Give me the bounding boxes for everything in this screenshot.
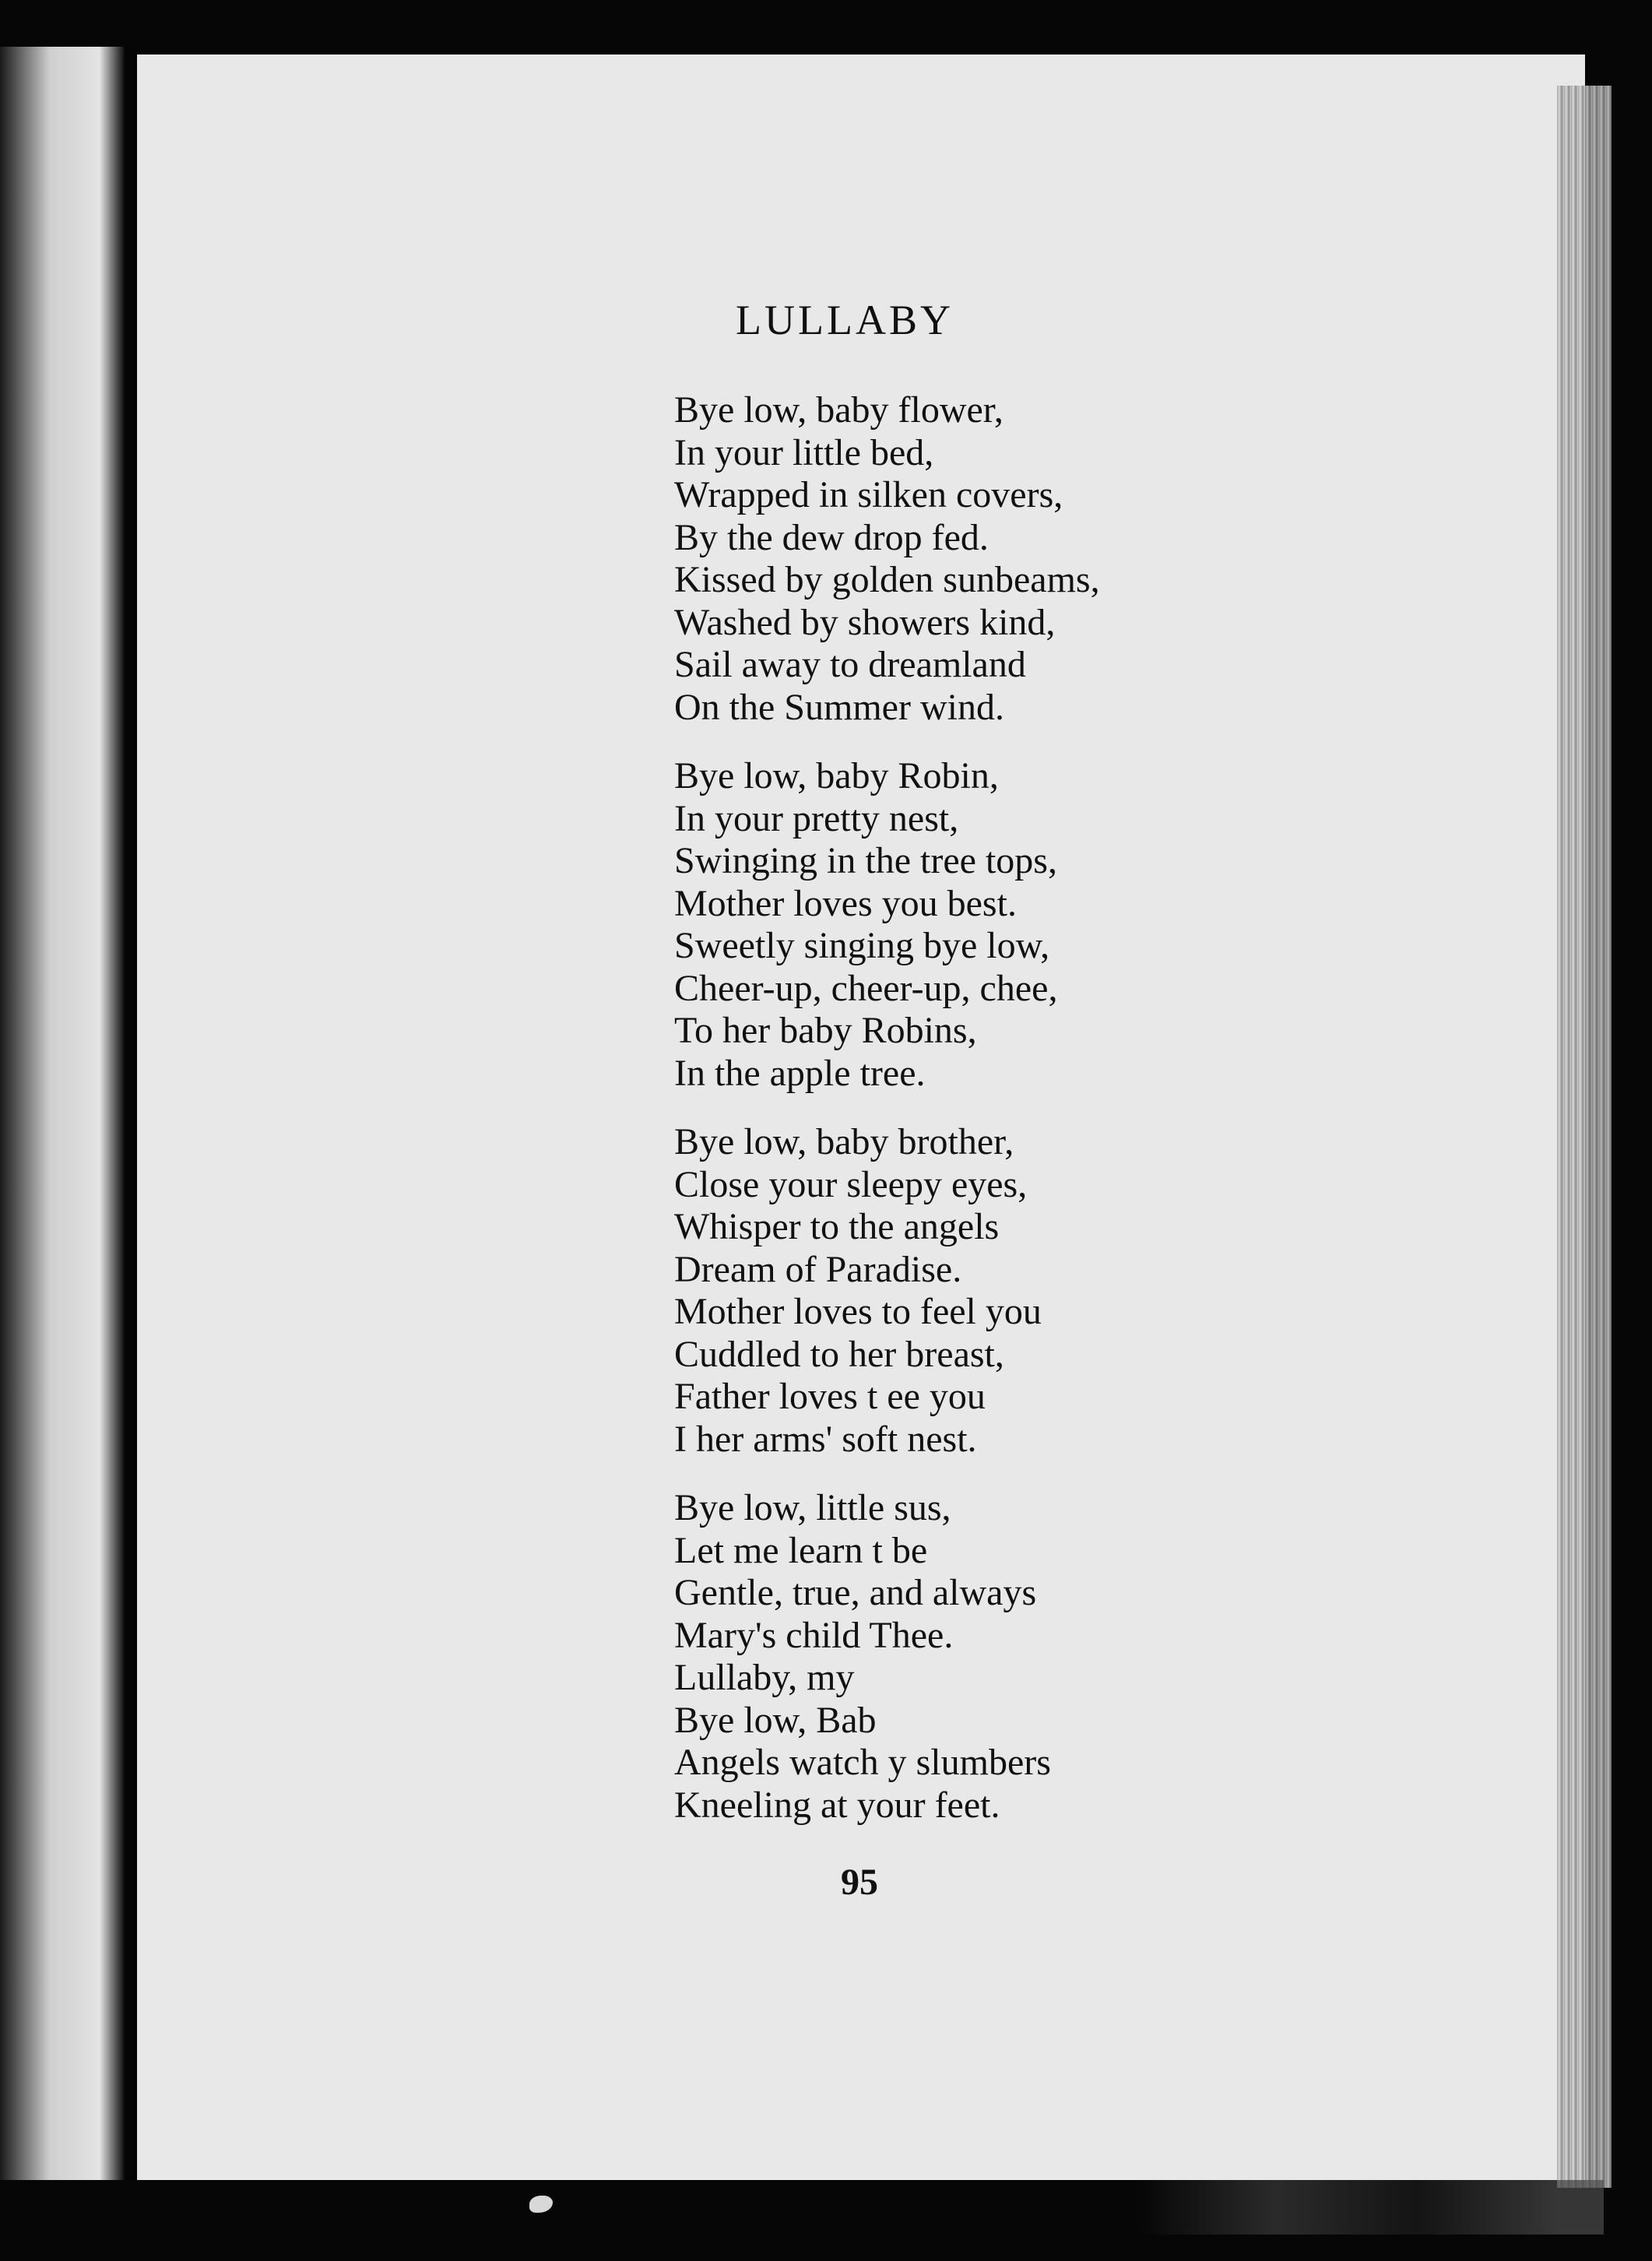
stanza-3	[674, 1121, 1266, 1461]
poem-line: Bye low, baby flower,	[674, 389, 1004, 431]
poem-line: Cheer-up, cheer-up, chee,	[674, 967, 1058, 1009]
poem-line: Close your sleepy eyes,	[674, 1163, 1028, 1205]
poem-line: Bye low, baby Robin,	[674, 755, 999, 796]
right-page-edge	[1557, 86, 1612, 2188]
poem-line: On the Summer wind.	[674, 686, 1004, 728]
poem-line: Lullaby, my	[674, 1657, 855, 1698]
poem-line: Wrapped in silken covers,	[674, 474, 1063, 515]
poem-line: Gentle, true, and always	[674, 1572, 1037, 1613]
poem-line: Mother loves you best.	[674, 882, 1017, 924]
poem-line: Kissed by golden sunbeams,	[674, 559, 1100, 600]
poem-line: To her baby Robins,	[674, 1010, 977, 1051]
poem-line: Mother loves to feel you	[674, 1291, 1042, 1332]
left-page-edge	[0, 47, 125, 2180]
poem-line: Bye low, baby brother,	[674, 1121, 1014, 1162]
poem-line: Angels watch y slumbers	[674, 1742, 1051, 1783]
stanza-2	[674, 755, 1266, 1095]
poem-line: Washed by showers kind,	[674, 601, 1056, 643]
poem-title: LULLABY	[736, 297, 954, 343]
poem-line: Bye low, Bab	[674, 1699, 877, 1741]
poem-body	[674, 389, 1266, 1853]
poem-line: In your pretty nest,	[674, 797, 959, 839]
poem-line: Bye low, little sus,	[674, 1487, 951, 1528]
poem-line: Kneeling at your feet.	[674, 1784, 1000, 1826]
poem-line: Whisper to the angels	[674, 1206, 1000, 1247]
book-spine	[125, 47, 137, 2180]
poem-line: Cuddled to her breast,	[674, 1333, 1004, 1375]
poem-line: By the dew drop fed.	[674, 516, 989, 558]
poem-line: In the apple tree.	[674, 1052, 926, 1094]
stanza-1	[674, 389, 1266, 729]
poem-line: Swinging in the tree tops,	[674, 840, 1057, 881]
poem-line: Sail away to dreamland	[674, 644, 1026, 685]
poem-line: Dream of Paradise.	[674, 1248, 962, 1290]
poem-line: Father loves t ee you	[674, 1376, 986, 1417]
stanza-4	[674, 1487, 1266, 1827]
page-number: 95	[841, 1862, 878, 1903]
poem-line: Sweetly singing bye low,	[674, 925, 1050, 966]
poem-line: Let me learn t be	[674, 1529, 928, 1571]
poem-line: I her arms' soft nest.	[674, 1418, 977, 1460]
scan-glare	[1137, 2180, 1604, 2235]
dust-speck	[529, 2196, 553, 2213]
poem-line: Mary's child Thee.	[674, 1614, 954, 1656]
poem-line: In your little bed,	[674, 431, 934, 473]
